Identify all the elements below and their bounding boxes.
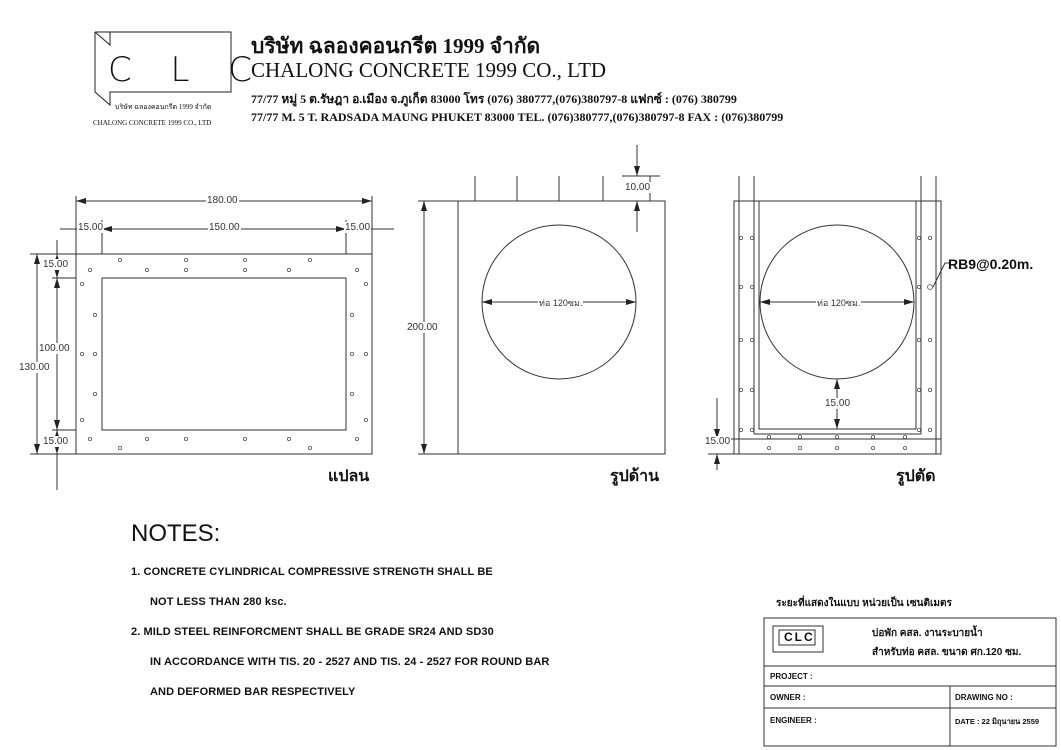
section-rebar-label: RB9@0.20m. [948, 256, 1034, 272]
plan-dim-total-height: 130.00 [19, 362, 50, 373]
section-view [708, 176, 949, 470]
note-line-2: NOT LESS THAN 280 ksc. [150, 596, 287, 608]
plan-dim-right: 15.00 [345, 222, 371, 233]
plan-title: แปลน [328, 468, 370, 485]
units-note: ระยะที่แสดงในแบบ หน่วยเป็น เซนติเมตร [776, 598, 952, 609]
engineer-label: ENGINEER : [770, 716, 817, 725]
section-outline [734, 201, 941, 454]
company-name-en: CHALONG CONCRETE 1999 CO., LTD [251, 58, 607, 82]
section-rebar-dots [739, 236, 932, 449]
owner-label: OWNER : [770, 693, 806, 702]
drawing-title-line-1: บ่อพัก คสล. งานระบายน้ำ [872, 628, 983, 639]
plan-dim-bottom: 15.00 [43, 436, 69, 447]
note-line-5: AND DEFORMED BAR RESPECTIVELY [150, 686, 356, 698]
note-line-1: 1. CONCRETE CYLINDRICAL COMPRESSIVE STRENGTH SHALL BE [131, 566, 493, 578]
address-en: 77/77 M. 5 T. RADSADA MAUNG PHUKET 83000 TEL. (076)380777,(076)380797-8 FAX : (076)380799 [251, 110, 784, 124]
drawing-title-line-2: สำหรับท่อ คสล. ขนาด ศก.120 ซม. [872, 647, 1022, 658]
logo-text: C L C [108, 50, 267, 90]
plan-dim-top: 15.00 [43, 259, 69, 270]
section-dim-clear: 15.00 [825, 398, 851, 409]
plan-dim-inner-height: 100.00 [39, 343, 70, 354]
plan-dim-total-width: 180.00 [207, 195, 238, 206]
plan-dim-left: 15.00 [78, 222, 104, 233]
address-thai: 77/77 หมู่ 5 ต.รัษฎา อ.เมือง จ.ภูเก็ต 83000 โทร (076) 380777,(076)380797-8 แฟกซ์ : (076) 380799 [251, 92, 737, 106]
note-line-3: 2. MILD STEEL REINFORCMENT SHALL BE GRADE SR24 AND SD30 [131, 626, 494, 638]
logo-caption-thai: บริษัท ฉลองคอนกรีต 1999 จำกัด [115, 103, 212, 111]
elevation-dim-height: 200.00 [407, 322, 438, 333]
drawing-no-label: DRAWING NO : [955, 693, 1013, 702]
project-label: PROJECT : [770, 672, 813, 681]
notes-heading: NOTES: [131, 520, 221, 547]
note-line-4: IN ACCORDANCE WITH TIS. 20 - 2527 AND TIS. 24 - 2527 FOR ROUND BAR [150, 656, 550, 668]
logo-caption-en: CHALONG CONCRETE 1999 CO., LTD [93, 119, 212, 127]
company-name-thai: บริษัท ฉลองคอนกรีต 1999 จำกัด [251, 34, 541, 58]
elevation-pipe-label: ท่อ 120ซม. [539, 298, 583, 308]
plan-rebar-dots [80, 258, 367, 449]
plan-dim-middle: 150.00 [209, 222, 240, 233]
plan-view [30, 196, 394, 490]
section-pipe-label: ท่อ 120ซม. [817, 298, 861, 308]
date-label: DATE : 22 มิถุนายน 2559 [955, 717, 1040, 726]
elevation-dim-top: 10.00 [625, 182, 651, 193]
elevation-title: รูปด้าน [610, 468, 660, 485]
plan-outer-wall [76, 254, 372, 454]
elevation-outline [458, 201, 665, 454]
section-title: รูปตัด [896, 468, 936, 485]
title-block-logo: CLC [784, 630, 815, 644]
section-dim-base: 15.00 [705, 436, 731, 447]
plan-inner-opening [102, 278, 346, 430]
